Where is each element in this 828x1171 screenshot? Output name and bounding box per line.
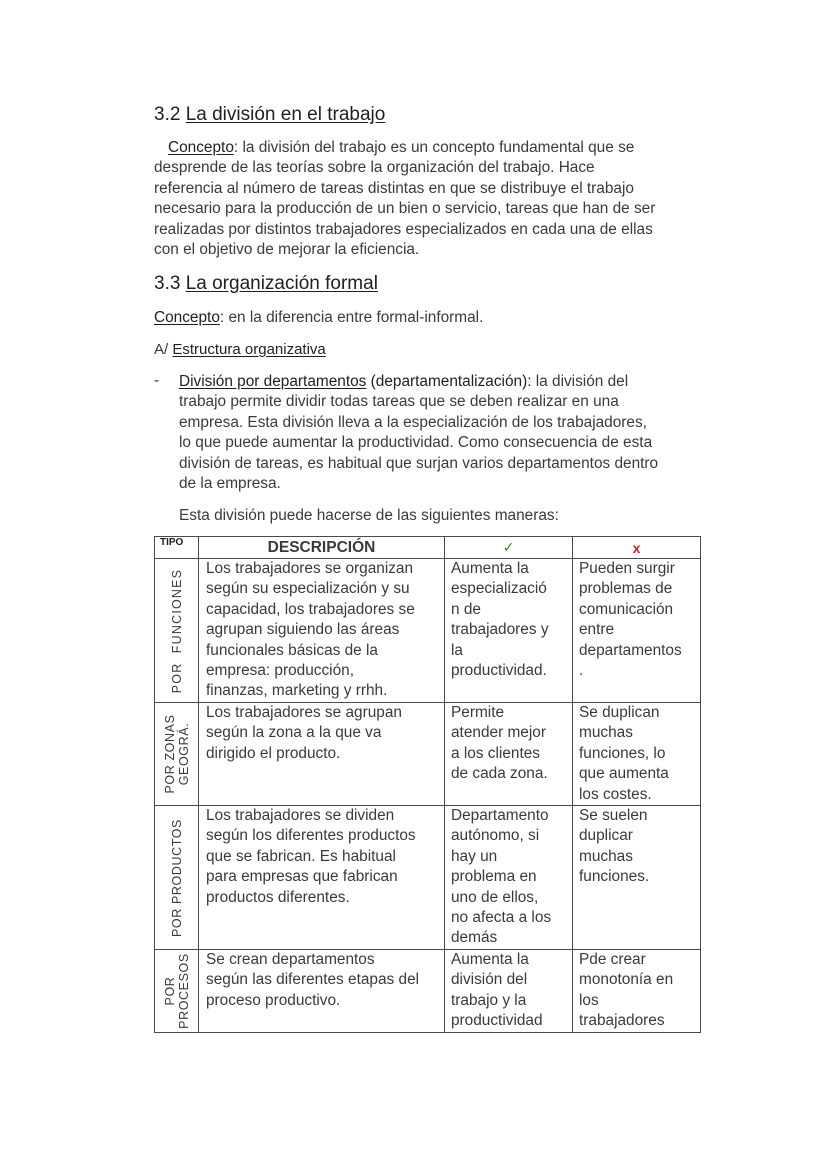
subsection-prefix: A/ (154, 341, 169, 358)
cell-line: que aumenta (579, 765, 669, 783)
bullet-line: de la empresa. (179, 475, 281, 493)
cell-line: Se crean departamentos (206, 951, 375, 969)
cell-line: Los trabajadores se agrupan (206, 704, 402, 721)
table-intro: Esta división puede hacerse de las siguientes maneras: (179, 507, 559, 524)
cell-line: finanzas, marketing y rrhh. (206, 682, 388, 700)
cell-line: Aumenta la (451, 560, 529, 577)
tipo-label (163, 953, 191, 1029)
cell-line: según las diferentes etapas del (206, 971, 420, 989)
concept-line: con el objetivo de mejorar la eficiencia. (154, 241, 420, 259)
bullet-line: división de tareas, es habitual que surjan varios departamentos dentro (179, 454, 659, 472)
cell-line: según la zona a la que va (206, 724, 382, 742)
inconveniente-cell (573, 703, 701, 806)
tipo-line: GEOGRÁ. (176, 722, 191, 786)
ventaja-cell (445, 806, 573, 950)
cell-line: funciones, lo (579, 744, 666, 762)
cell-line: uno de ellos, (451, 888, 539, 906)
bullet-line: empresa. Esta división lleva a la especialización de los trabajadores, (179, 413, 647, 431)
cell-line: hay un (451, 847, 498, 865)
descripcion-cell (199, 950, 445, 1033)
cell-line: productos diferentes. (206, 888, 350, 906)
section-33-concept: Concepto: en la diferencia entre formal-informal. (154, 309, 484, 326)
section-32-heading (154, 104, 385, 126)
cell-line: Pde crear (579, 951, 646, 969)
bullet-line: trabajo permite dividir todas tareas que se deben realizar en una (179, 393, 619, 411)
cell-line: Pueden surgir (579, 560, 675, 577)
table-row (155, 950, 701, 1033)
section-33-number: 3.3 (154, 273, 181, 294)
tipo-line: POR PRODUCTOS (169, 818, 184, 937)
cell-line: trabajadores (579, 1012, 665, 1030)
concept-line: desprende de las teorías sobre la organización del trabajo. Hace (154, 159, 595, 177)
cell-line: agrupan siguiendo las áreas (206, 621, 400, 639)
cell-line: Se duplican (579, 704, 660, 721)
cell-line: Se suelen (579, 807, 648, 825)
section-33-heading (154, 273, 378, 295)
cell-line: comunicación (579, 600, 674, 618)
cell-line: problemas de (579, 580, 673, 598)
descripcion-cell (199, 559, 445, 703)
header-disadvantage-x-icon: x (573, 537, 701, 559)
table-row (155, 559, 701, 703)
cell-line: Departamento (451, 807, 549, 825)
concept-line: necesario para la producción de un bien o servicio, tareas que han de ser (154, 200, 656, 218)
cell-line: proceso productivo. (206, 991, 341, 1009)
tipo-cell (155, 703, 199, 806)
cell-line: monotonía en (579, 971, 674, 989)
cell-line: división del (451, 971, 528, 989)
section-33-title: La organización formal (185, 273, 378, 294)
bullet-paragraph (179, 372, 709, 494)
cell-line: duplicar (579, 827, 633, 845)
cell-line: muchas (579, 847, 633, 865)
cell-line: empresa: producción, (206, 662, 354, 680)
ventaja-cell (445, 559, 573, 703)
tipo-label (170, 568, 184, 692)
header-tipo: TIPO (155, 537, 199, 559)
cell-line: capacidad, los trabajadores se (206, 600, 415, 618)
cell-line: especializació (451, 580, 547, 598)
concept-line: la división del trabajo es un concepto fundamental que se (242, 139, 635, 156)
cell-line: trabajadores y (451, 621, 549, 639)
bullet-line: lo que puede aumentar la productividad. Como consecuencia de esta (179, 434, 653, 452)
cell-line: que se fabrican. Es habitual (206, 847, 396, 865)
section-32-number: 3.2 (154, 104, 181, 125)
departments-table (154, 536, 701, 1033)
bullet-line: la división del (535, 373, 629, 390)
subsection-heading (154, 341, 326, 358)
cell-line: productividad. (451, 662, 547, 680)
concept-label: Concepto (154, 309, 220, 326)
cell-line: Los trabajadores se dividen (206, 807, 395, 825)
header-advantage-check-icon: ✓ (445, 537, 573, 559)
inconveniente-cell (573, 806, 701, 950)
cell-line: Aumenta la (451, 951, 529, 969)
cell-line: según los diferentes productos (206, 827, 416, 845)
tipo-cell (155, 806, 199, 950)
cell-line: atender mejor (451, 724, 546, 742)
table-row (155, 703, 701, 806)
tipo-line: POR (162, 976, 177, 1006)
cell-line: funcionales básicas de la (206, 641, 378, 659)
descripcion-cell (199, 806, 445, 950)
ventaja-cell (445, 703, 573, 806)
bullet-term: División por departamentos (179, 373, 367, 390)
cell-line: productividad (451, 1012, 543, 1030)
cell-line: a los clientes (451, 744, 540, 762)
tipo-line: PROCESOS (176, 953, 191, 1029)
header-descripcion: DESCRIPCIÓN (199, 537, 445, 559)
tipo-line: POR ZONAS (162, 714, 177, 794)
cell-line: muchas (579, 724, 633, 742)
cell-line: los (579, 991, 599, 1009)
cell-line: autónomo, si (451, 827, 540, 845)
cell-line: la (451, 641, 463, 659)
cell-line: Permite (451, 704, 505, 721)
cell-line: los costes. (579, 785, 652, 803)
cell-line: Los trabajadores se organizan (206, 560, 414, 577)
table-row (155, 806, 701, 950)
inconveniente-cell (573, 950, 701, 1033)
concept-line: referencia al número de tareas distintas en que se distribuye el trabajo (154, 179, 634, 197)
tipo-cell (155, 559, 199, 703)
tipo-label (170, 819, 184, 937)
subsection-title: Estructura organizativa (172, 341, 326, 358)
bullet-marker: - (154, 372, 160, 389)
cell-line: departamentos (579, 641, 682, 659)
cell-line: de cada zona. (451, 765, 548, 783)
cell-line: según su especialización y su (206, 580, 410, 598)
descripcion-cell (199, 703, 445, 806)
cell-line: funciones. (579, 868, 650, 886)
cell-line: entre (579, 621, 615, 639)
table-header-row (155, 537, 701, 559)
cell-line: problema en (451, 868, 537, 886)
cell-line: trabajo y la (451, 991, 527, 1009)
bullet-paren: (departamentalización): (370, 373, 532, 390)
tipo-cell (155, 950, 199, 1033)
tipo-line: POR FUNCIONES (169, 568, 184, 693)
concept-line: realizadas por distintos trabajadores especializados en cada una de ellas (154, 220, 653, 238)
concept-label: Concepto (168, 139, 234, 156)
cell-line: n de (451, 600, 481, 618)
tipo-label (163, 715, 191, 794)
section-32-concept: Concepto: la división del trabajo es un concepto fundamental que se desprende de las teorías sobre la organización del trabajo. Hace referencia al número de tareas distintas en que se distribuye el trabajo necesario para la producción de un bien o servicio, tareas que han de ser realizadas por distintos trabajadores especializados en cada una de ellas con el objetivo de mejorar la eficiencia. (154, 138, 714, 260)
cell-line: no afecta a los (451, 909, 552, 927)
cell-line: demás (451, 929, 498, 947)
cell-line: . (579, 662, 584, 680)
cell-line: para empresas que fabrican (206, 868, 398, 886)
ventaja-cell (445, 950, 573, 1033)
cell-line: dirigido el producto. (206, 744, 341, 762)
section-32-title: La división en el trabajo (185, 104, 386, 125)
concept-text: en la diferencia entre formal-informal. (228, 309, 484, 326)
inconveniente-cell (573, 559, 701, 703)
